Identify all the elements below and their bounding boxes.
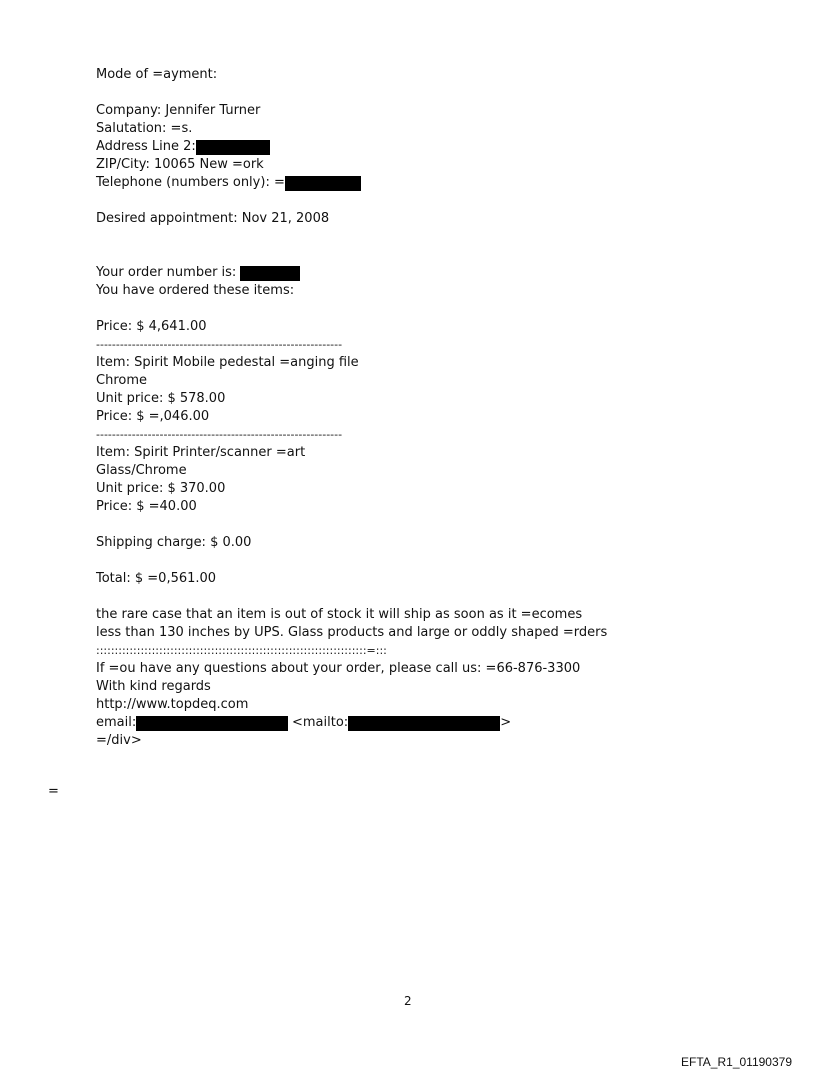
stock-note-line: the rare case that an item is out of stock it will ship as soon as it =ecomes <box>96 607 583 622</box>
redaction-box <box>196 140 270 155</box>
div-close-line: =/div> <box>96 733 142 748</box>
item-unit-price: Unit price: $ 370.00 <box>96 481 226 496</box>
item-price: Price: $ =40.00 <box>96 499 197 514</box>
redaction-box <box>348 716 500 731</box>
telephone-label: Telephone (numbers only): = <box>96 175 285 190</box>
item-name: Item: Spirit Printer/scanner =art <box>96 445 306 460</box>
order-total: Total: $ =0,561.00 <box>96 571 217 586</box>
email-label: email: <box>96 715 137 730</box>
questions-line: If =ou have any questions about your order, please call us: =66-876-3300 <box>96 661 581 676</box>
address-line-2 <box>96 138 736 156</box>
item-finish: Glass/Chrome <box>96 463 187 478</box>
redaction-box <box>136 716 288 731</box>
page-number: 2 <box>404 994 412 1008</box>
colon-separator: :::::::::::::::::::::::::::::::::::::::::::::::::::::::::::::::::::::::::=::: <box>96 644 387 657</box>
website-line: http://www.topdeq.com <box>96 697 249 712</box>
item-unit-price: Unit price: $ 578.00 <box>96 391 226 406</box>
desired-appointment: Desired appointment: Nov 21, 2008 <box>96 211 330 226</box>
shipping-charge: Shipping charge: $ 0.00 <box>96 535 252 550</box>
regards-line: With kind regards <box>96 679 211 694</box>
separator-line: -------------------------------------------------------------- <box>96 428 343 441</box>
item-finish: Chrome <box>96 373 147 388</box>
first-price-line: Price: $ 4,641.00 <box>96 319 207 334</box>
zip-city-line: ZIP/City: 10065 New =ork <box>96 157 264 172</box>
separator-line: -------------------------------------------------------------- <box>96 338 343 351</box>
company-line: Company: Jennifer Turner <box>96 103 261 118</box>
salutation-line: Salutation: =s. <box>96 121 193 136</box>
order-number-label: Your order number is: <box>96 265 237 280</box>
ordered-items-intro: You have ordered these items: <box>96 283 295 298</box>
mailto-close: > <box>500 715 512 730</box>
mailto-open: <mailto: <box>292 715 349 730</box>
telephone-line <box>96 174 736 192</box>
redaction-box <box>285 176 361 191</box>
order-number-line <box>96 264 736 282</box>
bates-number: EFTA_R1_01190379 <box>681 1055 792 1069</box>
email-printout <box>96 66 736 750</box>
item-name: Item: Spirit Mobile pedestal =anging file <box>96 355 359 370</box>
email-line <box>96 714 736 732</box>
shipping-note-line: less than 130 inches by UPS. Glass products and large or oddly shaped =rders <box>96 625 608 640</box>
address-line-2-label: Address Line 2: <box>96 139 196 154</box>
stray-equals: = <box>48 784 59 799</box>
item-price: Price: $ =,046.00 <box>96 409 210 424</box>
payment-mode: Mode of =ayment: <box>96 67 218 82</box>
redaction-box <box>240 266 300 281</box>
